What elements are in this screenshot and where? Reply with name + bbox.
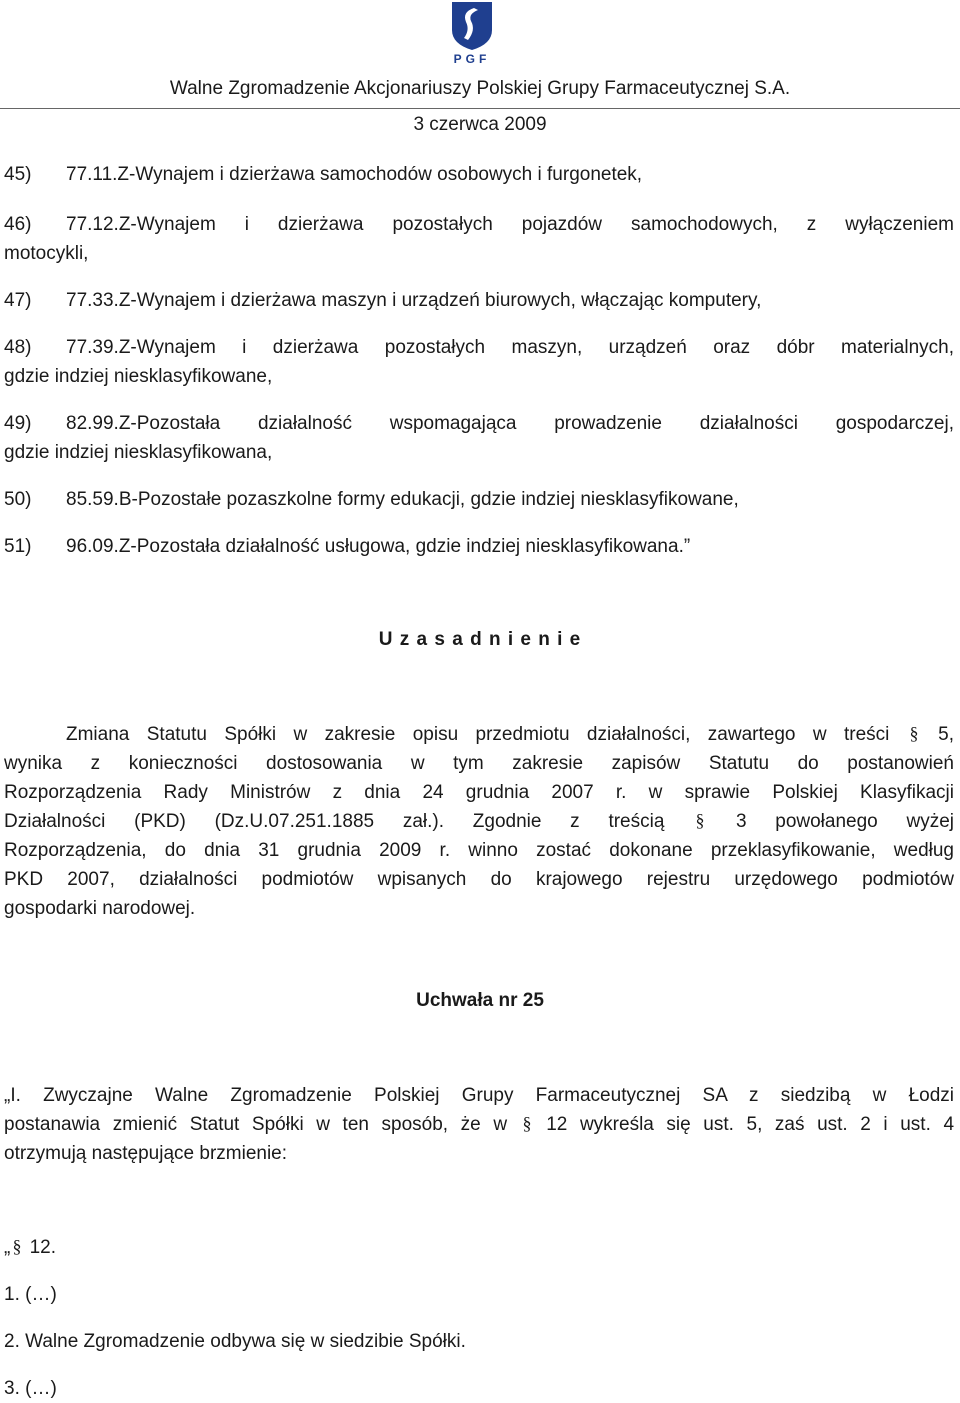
header-divider bbox=[0, 108, 960, 109]
list-item: 1. (…) bbox=[4, 1284, 57, 1305]
section-sign-icon bbox=[907, 723, 921, 743]
list-item: 48) 77.39.Z-Wynajem i dzierżawa pozostałych maszyn, urządzeń oraz dóbr materialnych, bbox=[4, 337, 954, 358]
justification-heading: U z a s a d n i e n i e bbox=[378, 629, 582, 650]
list-item: 47) 77.33.Z-Wynajem i dzierżawa maszyn i urządzeń biurowych, włączając komputery, bbox=[4, 290, 762, 311]
section-number: „ § 12. bbox=[4, 1236, 57, 1258]
list-item-continuation: gdzie indziej niesklasyfikowana, bbox=[4, 442, 273, 463]
resolution-heading: Uchwała nr 25 bbox=[416, 990, 544, 1011]
paragraph-line: otrzymują następujące brzmienie: bbox=[4, 1143, 288, 1164]
paragraph-line: Rozporządzenia, do dnia 31 grudnia 2009 r. winno zostać dokonane przeklasyfikowanie, według bbox=[4, 840, 954, 861]
svg-text:§: § bbox=[695, 810, 705, 830]
pgf-logo bbox=[444, 0, 500, 66]
paragraph-line: wynika z konieczności dostosowania w tym zakresie zapisów Statutu do postanowień bbox=[4, 753, 954, 774]
section-sign-icon bbox=[693, 810, 707, 830]
paragraph-line: gospodarki narodowej. bbox=[4, 898, 196, 919]
paragraph-line: PKD 2007, działalności podmiotów wpisanych do krajowego rejestru urzędowego podmiotów bbox=[4, 869, 954, 890]
list-item: 51) 96.09.Z-Pozostała działalność usługowa, gdzie indziej niesklasyfikowana.” bbox=[4, 536, 691, 557]
list-item: 2. Walne Zgromadzenie odbywa się w siedzibie Spółki. bbox=[4, 1331, 466, 1352]
paragraph-line: Działalności (PKD) (Dz.U.07.251.1885 zał.). Zgodnie z treścią § 3 powołanego wyżej bbox=[4, 810, 954, 832]
svg-text:§: § bbox=[12, 1236, 22, 1256]
section-sign-icon bbox=[10, 1236, 24, 1256]
list-item: 49) 82.99.Z-Pozostała działalność wspomagająca prowadzenie działalności gospodarczej, bbox=[4, 413, 954, 434]
logo-text: PGF bbox=[453, 52, 491, 66]
list-item: 3. (…) bbox=[4, 1378, 57, 1399]
list-item: 45) 77.11.Z-Wynajem i dzierżawa samochodów osobowych i furgonetek, bbox=[4, 164, 643, 185]
document-header-date: 3 czerwca 2009 bbox=[413, 114, 547, 135]
list-item-continuation: gdzie indziej niesklasyfikowane, bbox=[4, 366, 273, 387]
paragraph-line: postanawia zmienić Statut Spółki w ten sposób, że w § 12 wykreśla się ust. 5, zaś ust. 2 i ust. 4 bbox=[4, 1113, 955, 1135]
list-item: 46) 77.12.Z-Wynajem i dzierżawa pozostałych pojazdów samochodowych, z wyłączeniem bbox=[4, 214, 954, 235]
paragraph-line: Rozporządzenia Rady Ministrów z dnia 24 grudnia 2007 r. w sprawie Polskiej Klasyfikacji bbox=[4, 782, 954, 803]
list-item-continuation: motocykli, bbox=[4, 243, 89, 264]
list-item: 50) 85.59.B-Pozostałe pozaszkolne formy edukacji, gdzie indziej niesklasyfikowane, bbox=[4, 489, 739, 510]
paragraph-line: Zmiana Statutu Spółki w zakresie opisu przedmiotu działalności, zawartego w treści § 5, bbox=[66, 723, 954, 745]
svg-text:§: § bbox=[522, 1113, 532, 1133]
svg-text:§: § bbox=[909, 723, 919, 743]
document-header-title: Walne Zgromadzenie Akcjonariuszy Polskiej Grupy Farmaceutycznej S.A. bbox=[169, 78, 791, 99]
section-sign-icon bbox=[520, 1113, 534, 1133]
paragraph-line: „I. Zwyczajne Walne Zgromadzenie Polskiej Grupy Farmaceutycznej SA z siedzibą w Łodzi bbox=[4, 1085, 954, 1106]
